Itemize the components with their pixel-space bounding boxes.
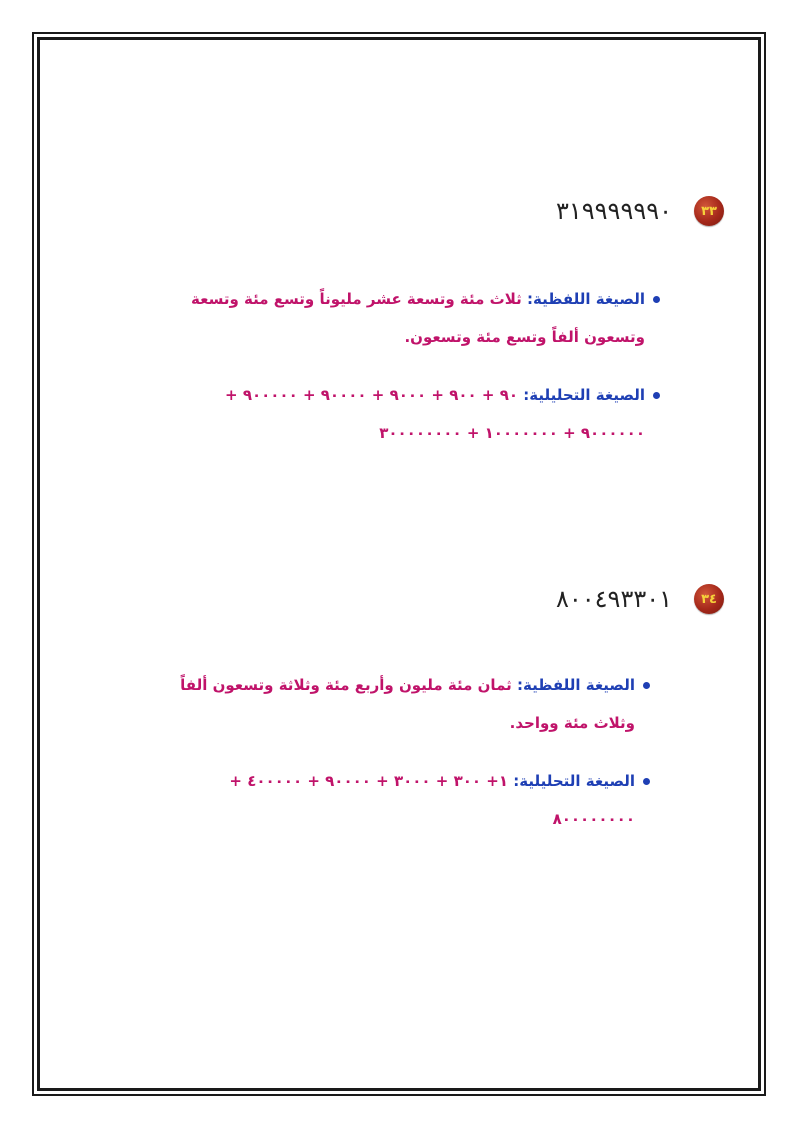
word-form-text: ثلاث مئة وتسعة عشر مليوناً وتسع مئة وتسعة bbox=[191, 290, 522, 308]
problem-number-value: ٣١٩٩٩٩٩٩٠ bbox=[555, 197, 672, 225]
expanded-form-label: الصيغة التحليلية: bbox=[523, 386, 645, 404]
word-form-item bbox=[191, 280, 660, 356]
expanded-form-text-continued: ٨٠٠٠٠٠٠٠٠ bbox=[552, 810, 635, 828]
expanded-form-item bbox=[229, 762, 650, 838]
expanded-form-text: ٩٠ + ٩٠٠ + ٩٠٠٠ + ٩٠٠٠٠ + ٩٠٠٠٠٠ + bbox=[225, 386, 518, 404]
problem-34-header bbox=[556, 584, 724, 614]
bullet-icon bbox=[643, 682, 650, 689]
word-form-label: الصيغة اللفظية: bbox=[527, 290, 645, 308]
expanded-form-text: ١+ ٣٠٠ + ٣٠٠٠ + ٩٠٠٠٠ + ٤٠٠٠٠٠ + bbox=[229, 772, 508, 790]
expanded-form-label: الصيغة التحليلية: bbox=[513, 772, 635, 790]
bullet-icon bbox=[653, 296, 660, 303]
word-form-text: ثمان مئة مليون وأربع مئة وثلاثة وتسعون ألفاً bbox=[180, 676, 512, 694]
problem-number-value: ٨٠٠٤٩٣٣٠١ bbox=[555, 585, 672, 613]
word-form-text-continued: وتسعون ألفاً وتسع مئة وتسعون. bbox=[404, 328, 645, 346]
bullet-icon bbox=[653, 392, 660, 399]
word-form-label: الصيغة اللفظية: bbox=[517, 676, 635, 694]
bullet-icon bbox=[643, 778, 650, 785]
expanded-form-item bbox=[225, 376, 660, 452]
problem-number-badge: ٣٤ bbox=[694, 584, 724, 614]
word-form-item bbox=[180, 666, 650, 742]
word-form-text-continued: وثلاث مئة وواحد. bbox=[509, 714, 635, 732]
expanded-form-text-continued: ٩٠٠٠٠٠٠ + ١٠٠٠٠٠٠٠ + ٣٠٠٠٠٠٠٠٠ bbox=[379, 424, 645, 442]
problem-number-badge: ٣٣ bbox=[694, 196, 724, 226]
problem-33-header bbox=[556, 196, 724, 226]
